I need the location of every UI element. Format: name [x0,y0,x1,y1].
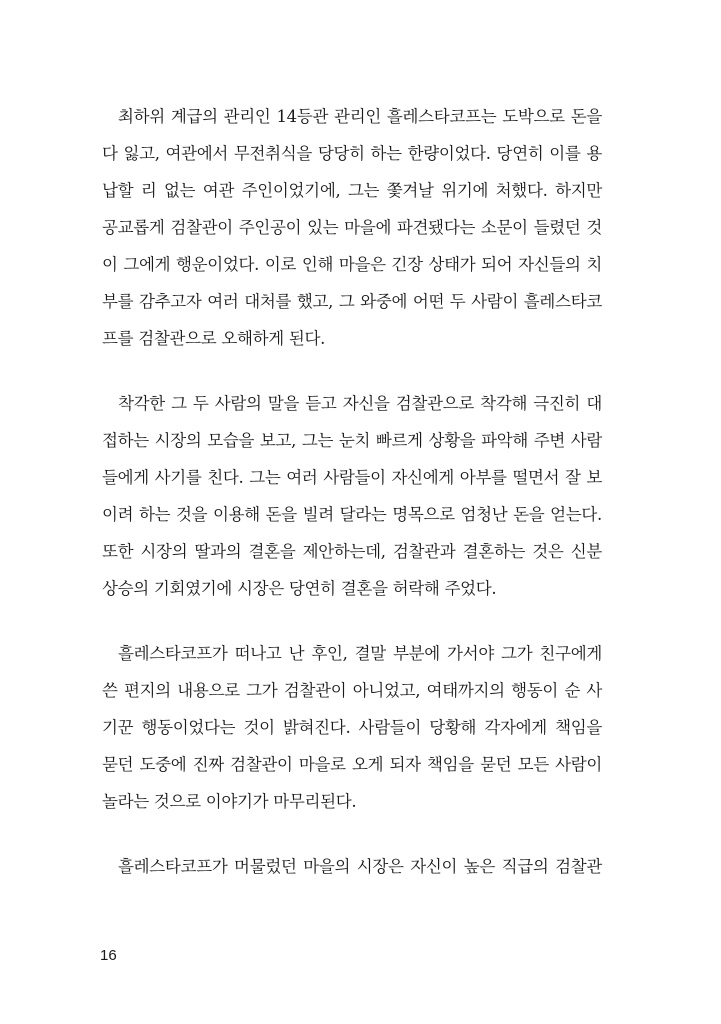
paragraph-line: 묻던 도중에 진짜 검찰관이 마을로 오게 되자 책임을 묻던 모든 사람이 [102,755,602,774]
paragraph-line: 최하위 계급의 관리인 14등관 관리인 흘레스타코프는 도박으로 돈을 [118,107,602,126]
paragraph-line: 들에게 사기를 친다. 그는 여러 사람들이 자신에게 아부를 떨면서 잘 보 [102,468,602,487]
paragraph-line: 이려 하는 것을 이용해 돈을 빌려 달라는 명목으로 엄청난 돈을 얻는다. [102,505,602,524]
paragraph-line: 또한 시장의 딸과의 결혼을 제안하는데, 검찰관과 결혼하는 것은 신분 [102,542,602,561]
paragraph-line: 프를 검찰관으로 오해하게 된다. [102,329,326,348]
paragraph-line: 다 잃고, 여관에서 무전취식을 당당히 하는 한량이었다. 당연히 이를 용 [102,144,602,163]
paragraph-line: 기꾼 행동이었다는 것이 밝혀진다. 사람들이 당황해 각자에게 책임을 [102,718,602,737]
paragraph-line: 흘레스타코프가 떠나고 난 후인, 결말 부분에 가서야 그가 친구에게 [118,644,602,663]
paragraph-line: 쓴 편지의 내용으로 그가 검찰관이 아니었고, 여태까지의 행동이 순 사 [102,681,602,700]
paragraph-line: 놀라는 것으로 이야기가 마무리된다. [102,792,357,811]
paragraph-line: 공교롭게 검찰관이 주인공이 있는 마을에 파견됐다는 소문이 들렸던 것 [102,218,602,237]
paragraph-line: 납할 리 없는 여관 주인이었기에, 그는 쫓겨날 위기에 처했다. 하지만 [102,181,602,200]
paragraph-line: 흘레스타코프가 머물렀던 마을의 시장은 자신이 높은 직급의 검찰관 [118,857,602,876]
page-number: 16 [100,947,117,964]
paragraph-line: 상승의 기회였기에 시장은 당연히 결혼을 허락해 주었다. [102,579,497,598]
paragraph-line: 이 그에게 행운이었다. 이로 인해 마을은 긴장 상태가 되어 자신들의 치 [102,255,602,274]
paragraph-line: 착각한 그 두 사람의 말을 듣고 자신을 검찰관으로 착각해 극진히 대 [118,394,602,413]
paragraph-line: 접하는 시장의 모습을 보고, 그는 눈치 빠르게 상황을 파악해 주변 사람 [102,431,602,450]
paragraph-line: 부를 감추고자 여러 대처를 했고, 그 와중에 어떤 두 사람이 흘레스타코 [102,292,602,311]
